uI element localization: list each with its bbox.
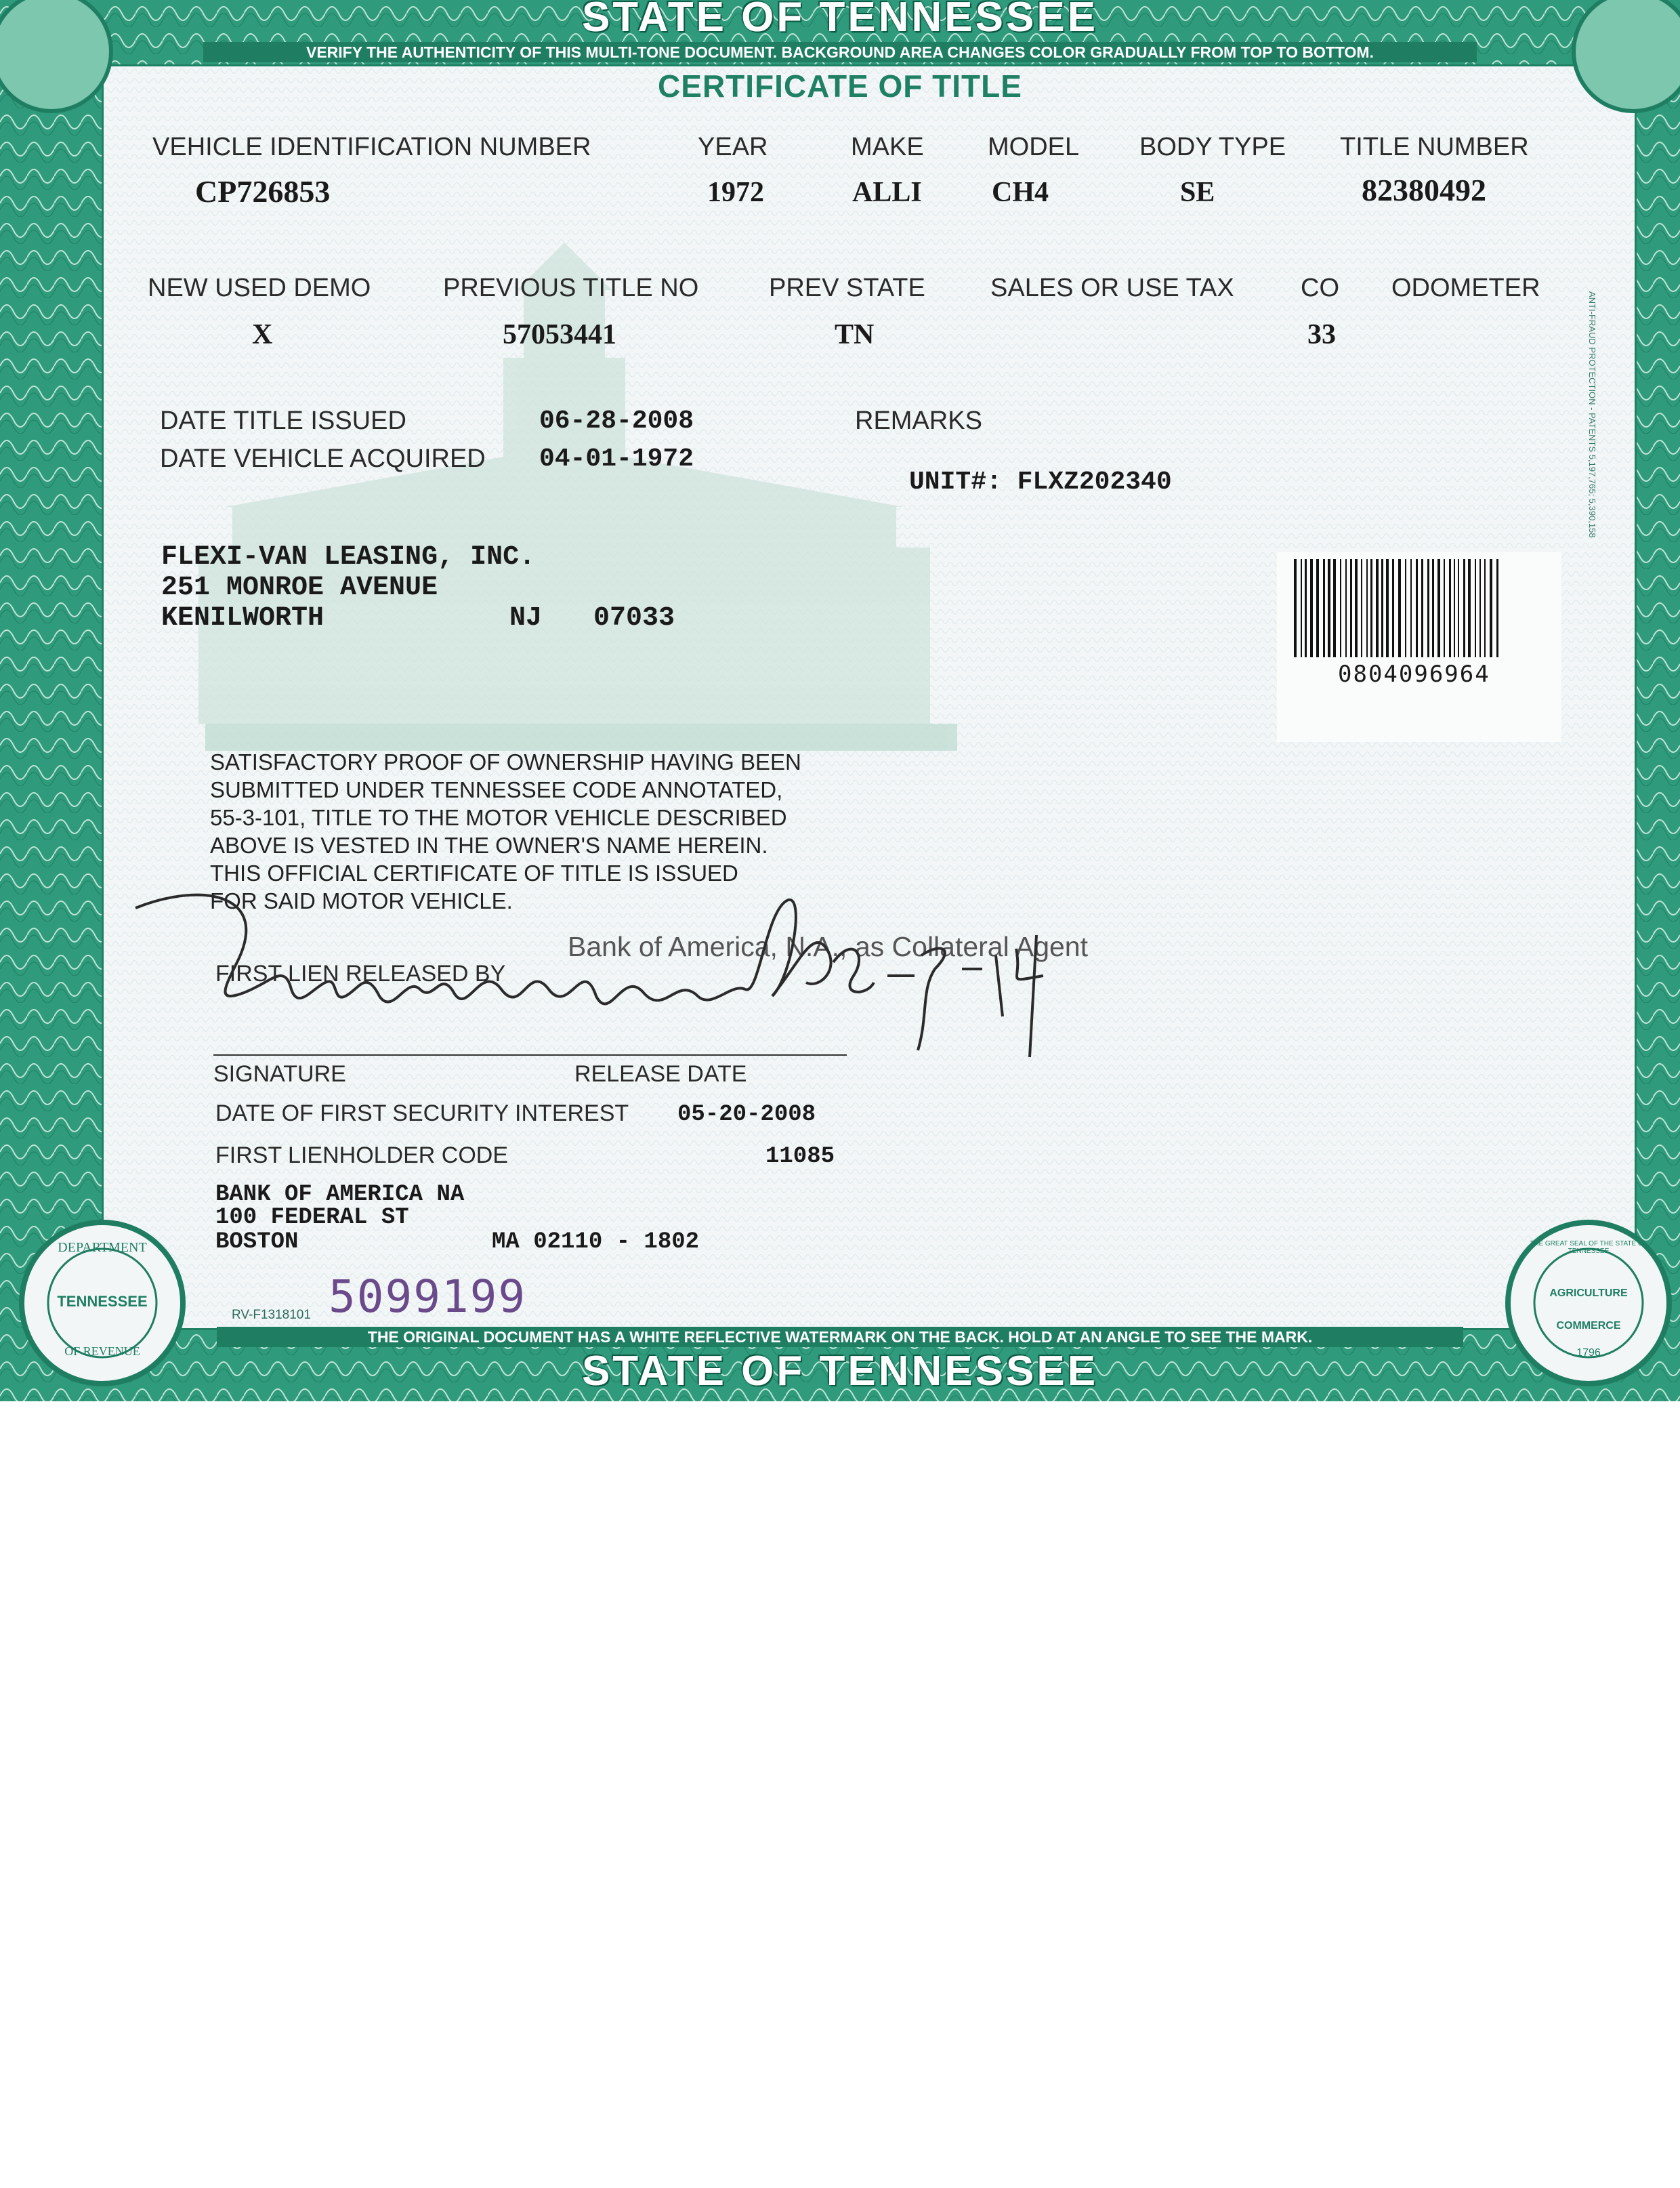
barcode-bar [1350, 559, 1352, 657]
previous-title-value: 57053441 [503, 319, 616, 350]
state-banner-bottom: STATE OF TENNESSEE [581, 1348, 1099, 1395]
signature-label: SIGNATURE [213, 1061, 346, 1087]
seal-bottom-text: COMMERCE [1556, 1320, 1621, 1332]
barcode-bar [1454, 559, 1455, 657]
owner-street: 251 MONROE AVENUE [161, 573, 438, 603]
lienholder-city: BOSTON [215, 1229, 299, 1255]
barcode-bar [1316, 559, 1319, 657]
date-issued-label: DATE TITLE ISSUED [160, 407, 406, 435]
barcode-bar [1437, 559, 1440, 657]
barcode-bar [1328, 559, 1330, 657]
lienholder-state-zip: MA 02110 - 1802 [492, 1229, 700, 1255]
collateral-agent-stamp: Bank of America, N.A., as Collateral Agent [568, 931, 1088, 962]
title-number-label: TITLE NUMBER [1340, 133, 1529, 161]
certificate-title: CERTIFICATE OF TITLE [658, 68, 1022, 104]
verify-notice-bar [203, 42, 1477, 62]
security-interest-label: DATE OF FIRST SECURITY INTEREST [215, 1100, 629, 1126]
date-acquired-label: DATE VEHICLE ACQUIRED [160, 445, 486, 473]
barcode-bar [1468, 559, 1471, 657]
barcode-bar [1410, 559, 1412, 657]
barcode-bar [1301, 559, 1302, 657]
barcode-bar [1416, 559, 1418, 657]
barcode-bar [1294, 559, 1297, 657]
owner-city: KENILWORTH [161, 603, 324, 634]
barcode-number: 0804096964 [1338, 661, 1490, 688]
lien-released-by-label: FIRST LIEN RELEASED BY [215, 961, 506, 987]
barcode-bar [1496, 559, 1498, 657]
barcode-bar [1432, 559, 1434, 657]
state-banner-top: STATE OF TENNESSEE [581, 0, 1099, 41]
owner-zip: 07033 [593, 603, 675, 634]
prev-state-value: TN [835, 319, 875, 350]
barcode-bars [1294, 559, 1578, 674]
barcode-bar [1463, 559, 1465, 657]
lienholder-code-label: FIRST LIENHOLDER CODE [215, 1142, 509, 1168]
body-type-label: BODY TYPE [1139, 133, 1286, 161]
body-type-value: SE [1180, 177, 1215, 208]
year-label: YEAR [698, 133, 768, 161]
barcode-bar [1370, 559, 1372, 657]
barcode-bar [1392, 559, 1394, 657]
barcode-bar [1479, 559, 1481, 657]
make-label: MAKE [851, 133, 924, 161]
remarks-value: UNIT#: FLXZ202340 [909, 468, 1172, 497]
sales-tax-label: SALES OR USE TAX [990, 274, 1234, 302]
barcode-bar [1333, 559, 1336, 657]
model-label: MODEL [988, 133, 1080, 161]
model-value: CH4 [992, 177, 1049, 208]
ownership-statement: SATISFACTORY PROOF OF OWNERSHIP HAVING BEEN SUBMITTED UNDER TENNESSEE CODE ANNOTATED, 55-3-101, TITLE TO THE MOTOR VEHICLE DESCRIBED ABOVE IS VESTED IN THE OWNER'S NAME HEREIN. THIS OFFICIAL CERTIFICATE OF TITLE IS ISSUED FOR SAID MOTOR VEHICLE. [210, 749, 801, 913]
barcode-bar [1398, 559, 1401, 657]
owner-state: NJ [509, 603, 543, 634]
barcode-bar [1376, 559, 1379, 657]
verify-notice: VERIFY THE AUTHENTICITY OF THIS MULTI-TONE DOCUMENT. BACKGROUND AREA CHANGES COLOR GRADUALLY FROM TOP TO BOTTOM. [306, 43, 1374, 61]
barcode-bar [1361, 559, 1362, 657]
barcode-bar [1340, 559, 1341, 657]
title-number-value: 82380492 [1362, 173, 1486, 207]
previous-title-label: PREVIOUS TITLE NO [443, 274, 699, 302]
new-used-demo-label: NEW USED DEMO [148, 274, 371, 302]
barcode-bar [1355, 559, 1358, 657]
prev-state-label: PREV STATE [769, 274, 925, 302]
seal-top-text: THE GREAT SEAL OF THE STATE OF TENNESSEE [1530, 1240, 1647, 1255]
barcode-bar [1475, 559, 1476, 657]
barcode-bar [1386, 559, 1389, 657]
vin-value: CP726853 [195, 174, 331, 209]
barcode-bar [1366, 559, 1368, 657]
co-value: 33 [1307, 319, 1336, 350]
seal-year: 1796 [1576, 1347, 1601, 1359]
barcode-bar [1458, 559, 1459, 657]
barcode-bar [1345, 559, 1347, 657]
new-used-demo-value: X [252, 319, 273, 350]
owner-name: FLEXI-VAN LEASING, INC. [161, 542, 536, 573]
lienholder-name: BANK OF AMERICA NA [215, 1182, 465, 1207]
co-label: CO [1301, 274, 1339, 302]
vin-label: VEHICLE IDENTIFICATION NUMBER [152, 133, 591, 161]
anti-fraud-note: ANTI-FRAUD PROTECTION - PATENTS 5,197,765; 5,390,158 [1587, 291, 1597, 538]
barcode-bar [1310, 559, 1313, 657]
year-value: 1972 [707, 177, 764, 208]
barcode [1277, 552, 1561, 742]
date-issued-value: 06-28-2008 [539, 407, 694, 436]
seal-bottom-text: OF REVENUE [64, 1344, 140, 1358]
watermark-notice: THE ORIGINAL DOCUMENT HAS A WHITE REFLECTIVE WATERMARK ON THE BACK. HOLD AT AN ANGLE TO SEE THE MARK. [367, 1328, 1313, 1346]
barcode-bar [1405, 559, 1406, 657]
watermark-notice-bar [217, 1327, 1463, 1347]
form-code: RV-F1318101 [232, 1308, 311, 1322]
seal-top-text: DEPARTMENT [58, 1240, 147, 1255]
security-interest-date: 05-20-2008 [677, 1102, 816, 1128]
barcode-bar [1421, 559, 1423, 657]
barcode-bar [1444, 559, 1445, 657]
barcode-bar [1305, 559, 1307, 657]
lienholder-code: 11085 [765, 1144, 835, 1170]
seal-middle-text: AGRICULTURE [1549, 1287, 1628, 1299]
barcode-bar [1449, 559, 1451, 657]
release-date-label: RELEASE DATE [574, 1061, 747, 1087]
control-number: 5099199 [329, 1271, 527, 1323]
signature-line [213, 1054, 847, 1056]
date-acquired-value: 04-01-1972 [539, 445, 694, 474]
barcode-bar [1484, 559, 1486, 657]
barcode-bar [1427, 559, 1429, 657]
make-value: ALLI [852, 177, 922, 208]
lienholder-street: 100 FEDERAL ST [215, 1205, 409, 1231]
remarks-label: REMARKS [855, 407, 982, 435]
odometer-label: ODOMETER [1391, 274, 1540, 302]
barcode-bar [1381, 559, 1383, 657]
barcode-bar [1490, 559, 1492, 657]
barcode-bar [1323, 559, 1325, 657]
seal-middle-text: TENNESSEE [57, 1293, 148, 1310]
